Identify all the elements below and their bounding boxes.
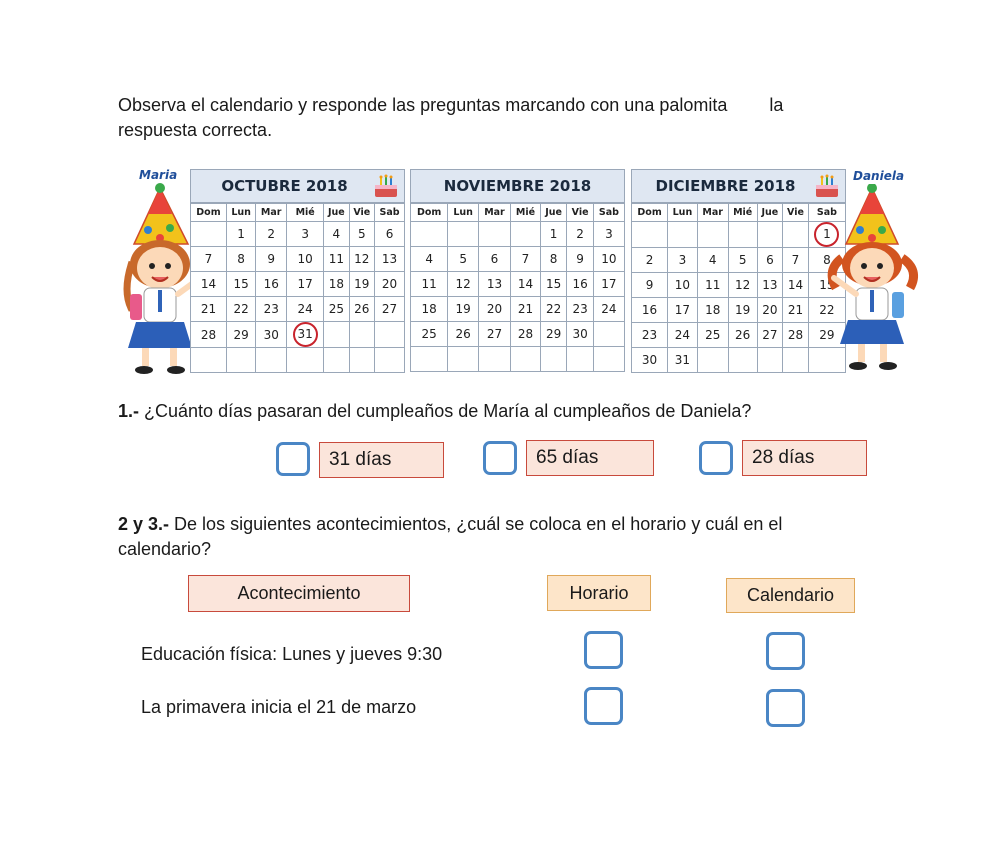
calendar-day-number: 30 <box>263 327 279 342</box>
calendar-day-number: 7 <box>521 252 530 266</box>
calendar-day-cell <box>567 322 594 347</box>
calendar-day-number: 6 <box>385 227 394 241</box>
calendar-day-number: 21 <box>200 302 217 316</box>
calendar-day-number: 20 <box>762 303 778 317</box>
calendar-day-number: 29 <box>545 327 562 341</box>
calendar-day-cell <box>757 248 782 273</box>
calendar-day-number: 4 <box>425 252 433 266</box>
weekday-header: Sab <box>808 204 845 222</box>
calendar-day-cell <box>448 347 479 372</box>
calendar-day-cell <box>226 222 255 247</box>
calendar-day-cell <box>324 222 349 247</box>
calendar-day-cell <box>728 298 757 323</box>
calendar-week-row <box>632 323 845 348</box>
calendar-day-cell <box>567 272 594 297</box>
calendar-day-number: 23 <box>572 302 588 316</box>
calendar-day-number: 19 <box>735 303 751 317</box>
calendar-day-cell <box>287 247 324 272</box>
calendar-day-cell <box>256 348 287 373</box>
circled-birthday-date: 31 <box>293 322 318 347</box>
calendar-column-header: Calendario <box>726 578 855 613</box>
calendar-day-number: 17 <box>674 303 691 317</box>
calendar-week-row <box>632 248 845 273</box>
calendar-day-cell <box>448 272 479 297</box>
calendar-day-cell <box>191 297 226 322</box>
calendar-day-number: 6 <box>490 252 499 266</box>
calendar-day-cell <box>540 322 566 347</box>
calendar-day-number: 22 <box>819 303 835 317</box>
calendar-day-number: 8 <box>549 252 558 266</box>
calendar-day-cell <box>783 273 809 298</box>
calendar-day-cell <box>567 347 594 372</box>
calendar-day-cell <box>226 297 255 322</box>
calendar-day-cell <box>287 348 324 373</box>
weekday-header: Mar <box>478 204 510 222</box>
calendar-day-number: 27 <box>762 328 778 342</box>
calendar-day-cell <box>349 247 375 272</box>
event-physical-education: Educación física: Lunes y jueves 9:30 <box>141 644 443 664</box>
spring-begins-schedule-checkbox[interactable] <box>584 687 623 725</box>
question-2-3 <box>118 512 908 562</box>
calendar-day-cell <box>728 323 757 348</box>
calendar-day-cell <box>728 273 757 298</box>
calendar-day-cell <box>478 297 510 322</box>
calendar-day-number: 9 <box>576 252 584 266</box>
calendar-december-header <box>632 170 845 203</box>
weekday-header: Dom <box>632 204 668 222</box>
calendar-december-title: DICIEMBRE 2018 <box>655 177 796 195</box>
calendar-day-cell <box>226 348 255 373</box>
calendar-day-cell <box>256 272 287 297</box>
calendar-day-cell <box>375 297 404 322</box>
calendar-day-cell <box>593 247 624 272</box>
calendar-day-number: 16 <box>572 277 588 291</box>
calendar-day-cell <box>668 273 698 298</box>
calendar-day-cell <box>448 322 479 347</box>
calendar-day-number: 7 <box>204 252 213 266</box>
calendar-day-cell <box>448 222 479 247</box>
calendar-day-cell <box>697 222 728 248</box>
calendar-day-cell <box>540 222 566 247</box>
question-1-number: 1.- <box>118 401 140 421</box>
calendar-day-number: 13 <box>486 277 503 291</box>
calendar-day-number: 7 <box>791 253 800 267</box>
calendar-day-cell <box>287 297 324 322</box>
calendar-day-cell <box>324 247 349 272</box>
answer-option-65-dias: 65 días <box>526 440 654 476</box>
calendar-day-number: 2 <box>576 227 584 241</box>
weekday-header: Vie <box>567 204 594 222</box>
calendar-day-number: 28 <box>787 328 804 342</box>
physical-education-schedule-checkbox[interactable] <box>584 631 623 669</box>
weekday-header: Mié <box>287 204 324 222</box>
calendar-day-cell <box>375 222 404 247</box>
weekday-header: Lun <box>448 204 479 222</box>
calendar-day-cell <box>226 322 255 348</box>
calendar-day-cell <box>783 248 809 273</box>
calendar-week-row <box>191 222 404 247</box>
calendar-day-cell <box>783 222 809 248</box>
weekday-header: Dom <box>411 204 448 222</box>
question-2-3-text-line1: De los siguientes acontecimientos, ¿cuál se coloca en el horario y cuál en el <box>174 514 783 534</box>
calendar-day-cell <box>510 222 540 247</box>
calendar-day-number: 5 <box>357 227 366 241</box>
calendar-day-cell <box>632 298 668 323</box>
instructions-line1: Observa el calendario y responde las preguntas marcando con una palomita <box>118 95 728 115</box>
circled-birthday-date: 1 <box>814 222 839 247</box>
calendar-day-cell <box>349 297 375 322</box>
calendar-day-cell <box>632 323 668 348</box>
calendar-day-number: 12 <box>455 277 471 291</box>
calendar-day-cell <box>510 247 540 272</box>
calendar-day-number: 18 <box>328 277 345 291</box>
calendar-day-number: 26 <box>735 328 751 342</box>
calendar-day-number: 20 <box>381 277 398 291</box>
calendar-day-cell <box>256 297 287 322</box>
calendar-day-number: 11 <box>421 277 437 291</box>
weekday-header: Sab <box>593 204 624 222</box>
schedule-column-header: Horario <box>547 575 651 611</box>
instructions-line2: respuesta correcta. <box>118 120 273 140</box>
calendar-week-row <box>191 322 404 348</box>
calendar-day-cell <box>757 298 782 323</box>
calendar-day-number: 18 <box>421 302 437 316</box>
calendar-day-cell <box>757 348 782 373</box>
calendar-day-number: 13 <box>762 278 778 292</box>
calendar-day-number: 24 <box>674 328 691 342</box>
calendar-day-cell <box>540 347 566 372</box>
calendar-day-number: 25 <box>421 327 437 341</box>
calendar-october-title: OCTUBRE 2018 <box>221 177 348 195</box>
calendar-day-cell <box>540 247 566 272</box>
calendar-day-cell <box>411 347 448 372</box>
answer-checkbox-31-dias[interactable] <box>276 442 310 476</box>
weekday-header: Lun <box>226 204 255 222</box>
physical-education-calendar-checkbox[interactable] <box>766 632 805 670</box>
calendar-day-cell <box>593 222 624 247</box>
calendar-day-number: 10 <box>674 278 691 292</box>
calendar-week-row <box>632 348 845 373</box>
calendar-day-number: 18 <box>705 303 721 317</box>
calendar-day-number: 21 <box>517 302 534 316</box>
calendar-day-cell <box>510 322 540 347</box>
calendar-day-number: 3 <box>605 227 613 241</box>
question-1-text: ¿Cuánto días pasaran del cumpleaños de María al cumpleaños de Daniela? <box>144 401 752 421</box>
calendar-day-cell <box>411 247 448 272</box>
weekday-header: Jue <box>540 204 566 222</box>
calendar-day-cell <box>728 248 757 273</box>
calendar-day-cell <box>349 348 375 373</box>
calendar-day-cell <box>375 272 404 297</box>
calendar-day-number: 30 <box>641 353 658 367</box>
calendar-october-grid <box>191 203 404 372</box>
event-column-header: Acontecimiento <box>188 575 410 612</box>
calendar-day-number: 8 <box>823 253 831 267</box>
calendar-day-number: 3 <box>678 253 687 267</box>
daniela-label: Daniela <box>853 169 905 183</box>
calendar-day-number: 5 <box>738 253 747 267</box>
calendar-week-row <box>411 222 624 247</box>
calendar-day-cell <box>375 348 404 373</box>
calendar-day-number: 12 <box>735 278 751 292</box>
calendar-november-header <box>411 170 624 203</box>
calendar-day-number: 15 <box>545 277 562 291</box>
calendar-day-cell <box>697 348 728 373</box>
calendar-day-number: 15 <box>233 277 249 291</box>
calendar-day-number: 14 <box>787 278 804 292</box>
weekday-header: Jue <box>757 204 782 222</box>
calendar-day-cell <box>540 297 566 322</box>
calendar-day-cell <box>191 222 226 247</box>
calendar-day-cell <box>510 347 540 372</box>
calendar-day-number: 26 <box>354 302 370 316</box>
weekday-header: Vie <box>783 204 809 222</box>
weekday-header: Jue <box>324 204 349 222</box>
calendar-day-cell <box>349 322 375 348</box>
calendar-day-number: 13 <box>381 252 398 266</box>
calendar-week-row <box>191 297 404 322</box>
event-spring-begins: La primavera inicia el 21 de marzo <box>141 697 417 717</box>
calendar-day-cell <box>191 247 226 272</box>
calendar-day-cell <box>668 323 698 348</box>
calendar-week-row <box>632 298 845 323</box>
spring-begins-calendar-checkbox[interactable] <box>766 689 805 727</box>
calendar-november-grid <box>411 203 624 371</box>
instructions <box>118 93 908 143</box>
calendar-day-number: 19 <box>354 277 370 291</box>
calendar-day-cell <box>593 272 624 297</box>
question-2-3-text-line2: calendario? <box>118 539 212 559</box>
calendar-day-number: 27 <box>381 302 398 316</box>
calendar-day-number: 14 <box>517 277 534 291</box>
calendar-day-cell <box>349 222 375 247</box>
calendar-day-number: 23 <box>263 302 279 316</box>
calendar-day-number: 8 <box>237 252 245 266</box>
calendar-day-number: 11 <box>328 252 345 266</box>
calendar-day-cell <box>256 222 287 247</box>
calendar-day-cell <box>697 323 728 348</box>
calendar-day-number: 21 <box>787 303 804 317</box>
answer-option-31-dias: 31 días <box>319 442 444 478</box>
weekday-header: Sab <box>375 204 404 222</box>
calendar-day-number: 30 <box>572 327 588 341</box>
answer-checkbox-28-dias[interactable] <box>699 441 733 475</box>
calendar-october <box>190 169 405 373</box>
calendar-day-cell <box>324 348 349 373</box>
calendar-day-cell <box>728 222 757 248</box>
calendar-week-row <box>632 273 845 298</box>
calendar-week-row <box>411 322 624 347</box>
calendar-day-cell <box>256 247 287 272</box>
calendar-day-cell <box>783 323 809 348</box>
calendar-day-number: 16 <box>641 303 658 317</box>
calendar-day-number: 2 <box>267 227 276 241</box>
weekday-header: Mar <box>256 204 287 222</box>
calendar-day-cell <box>411 222 448 247</box>
calendar-day-cell <box>757 323 782 348</box>
daniela-girl-illustration <box>818 184 924 374</box>
calendar-day-number: 23 <box>641 328 658 342</box>
question-2-3-number: 2 y 3.- <box>118 514 170 534</box>
calendar-day-cell <box>697 273 728 298</box>
calendar-day-number: 29 <box>233 327 249 342</box>
weekday-header: Mié <box>510 204 540 222</box>
calendar-day-number: 14 <box>200 277 217 291</box>
calendar-day-number: 24 <box>297 302 313 316</box>
calendar-day-number: 17 <box>601 277 617 291</box>
calendar-october-header <box>191 170 404 203</box>
weekday-header: Mié <box>728 204 757 222</box>
calendar-day-cell <box>191 348 226 373</box>
calendar-day-cell <box>448 297 479 322</box>
maria-label: Maria <box>139 168 178 182</box>
calendar-week-row <box>411 247 624 272</box>
calendar-november <box>410 169 625 372</box>
calendar-day-cell <box>510 297 540 322</box>
calendar-day-cell <box>478 272 510 297</box>
calendar-day-number: 19 <box>455 302 471 316</box>
calendar-week-row <box>191 247 404 272</box>
calendar-day-number: 20 <box>486 302 503 316</box>
calendar-day-cell <box>411 297 448 322</box>
calendar-day-cell <box>256 322 287 348</box>
calendar-day-cell <box>540 272 566 297</box>
calendar-day-cell <box>287 322 324 348</box>
calendar-day-number: 15 <box>819 278 835 292</box>
calendar-day-cell <box>226 247 255 272</box>
calendar-day-number: 16 <box>263 277 279 291</box>
calendar-day-cell <box>697 248 728 273</box>
calendar-week-row <box>632 222 845 248</box>
calendar-day-cell <box>478 247 510 272</box>
calendar-day-cell <box>287 272 324 297</box>
calendar-day-cell <box>783 298 809 323</box>
calendar-day-number: 3 <box>301 227 309 241</box>
weekday-header: Mar <box>697 204 728 222</box>
calendar-day-cell <box>567 297 594 322</box>
calendar-day-cell <box>697 298 728 323</box>
answer-option-28-dias: 28 días <box>742 440 867 476</box>
calendar-day-cell <box>632 273 668 298</box>
calendar-day-cell <box>510 272 540 297</box>
calendar-day-cell <box>668 248 698 273</box>
calendar-december <box>631 169 846 373</box>
calendar-day-number: 27 <box>486 327 503 341</box>
instructions-line1-end: la <box>769 95 784 115</box>
calendar-day-cell <box>478 322 510 347</box>
calendar-week-row <box>411 347 624 372</box>
calendar-day-cell <box>324 322 349 348</box>
calendar-day-number: 28 <box>200 327 217 342</box>
calendar-day-cell <box>411 272 448 297</box>
calendar-day-number: 22 <box>545 302 562 316</box>
calendar-day-cell <box>632 348 668 373</box>
calendar-day-cell <box>226 272 255 297</box>
calendar-day-number: 17 <box>297 277 313 291</box>
calendar-week-row <box>411 272 624 297</box>
calendar-day-cell <box>757 222 782 248</box>
calendar-day-cell <box>728 348 757 373</box>
calendar-day-cell <box>478 222 510 247</box>
calendar-day-cell <box>567 247 594 272</box>
calendar-day-number: 25 <box>705 328 721 342</box>
calendar-week-row <box>191 348 404 373</box>
weekday-header: Vie <box>349 204 375 222</box>
calendar-day-number: 9 <box>645 278 654 292</box>
calendar-day-cell <box>567 222 594 247</box>
weekday-header: Lun <box>668 204 698 222</box>
calendar-day-number: 9 <box>267 252 276 266</box>
calendar-day-cell <box>191 272 226 297</box>
calendar-day-cell <box>593 347 624 372</box>
calendar-day-number: 11 <box>705 278 721 292</box>
calendar-day-cell <box>632 222 668 248</box>
calendar-day-cell <box>375 247 404 272</box>
question-1 <box>118 399 751 424</box>
calendar-day-cell <box>324 297 349 322</box>
calendar-day-cell <box>375 322 404 348</box>
calendar-day-cell <box>632 248 668 273</box>
calendar-november-title: NOVIEMBRE 2018 <box>443 177 592 195</box>
answer-checkbox-65-dias[interactable] <box>483 441 517 475</box>
calendar-day-number: 6 <box>766 253 774 267</box>
calendar-day-number: 24 <box>601 302 617 316</box>
calendar-week-row <box>411 297 624 322</box>
calendar-day-number: 1 <box>549 227 558 241</box>
calendar-day-number: 5 <box>459 252 467 266</box>
calendar-day-number: 1 <box>237 227 245 241</box>
calendar-day-cell <box>757 273 782 298</box>
calendar-day-number: 4 <box>332 227 341 241</box>
calendar-week-row <box>191 272 404 297</box>
calendar-day-cell <box>287 222 324 247</box>
calendar-day-cell <box>349 272 375 297</box>
calendar-day-number: 2 <box>645 253 654 267</box>
calendar-day-number: 26 <box>455 327 471 341</box>
calendar-day-number: 12 <box>354 252 370 266</box>
calendar-day-number: 28 <box>517 327 534 341</box>
birthday-cake-icon <box>372 173 400 199</box>
calendar-day-cell <box>478 347 510 372</box>
calendar-day-cell <box>668 348 698 373</box>
calendar-day-cell <box>191 322 226 348</box>
calendar-day-number: 29 <box>819 328 835 342</box>
calendar-day-cell <box>593 297 624 322</box>
calendar-day-cell <box>448 247 479 272</box>
calendar-day-cell <box>324 272 349 297</box>
calendar-day-cell <box>668 298 698 323</box>
calendar-december-grid <box>632 203 845 372</box>
calendar-day-number: 10 <box>601 252 617 266</box>
calendar-day-number: 25 <box>328 302 345 316</box>
calendar-day-number: 4 <box>708 253 717 267</box>
calendar-day-number: 22 <box>233 302 249 316</box>
weekday-header: Dom <box>191 204 226 222</box>
calendar-day-cell <box>783 348 809 373</box>
calendar-day-number: 31 <box>674 353 691 367</box>
calendar-day-cell <box>411 322 448 347</box>
calendar-day-number: 10 <box>297 252 313 266</box>
calendar-day-cell <box>668 222 698 248</box>
calendar-day-cell <box>593 322 624 347</box>
